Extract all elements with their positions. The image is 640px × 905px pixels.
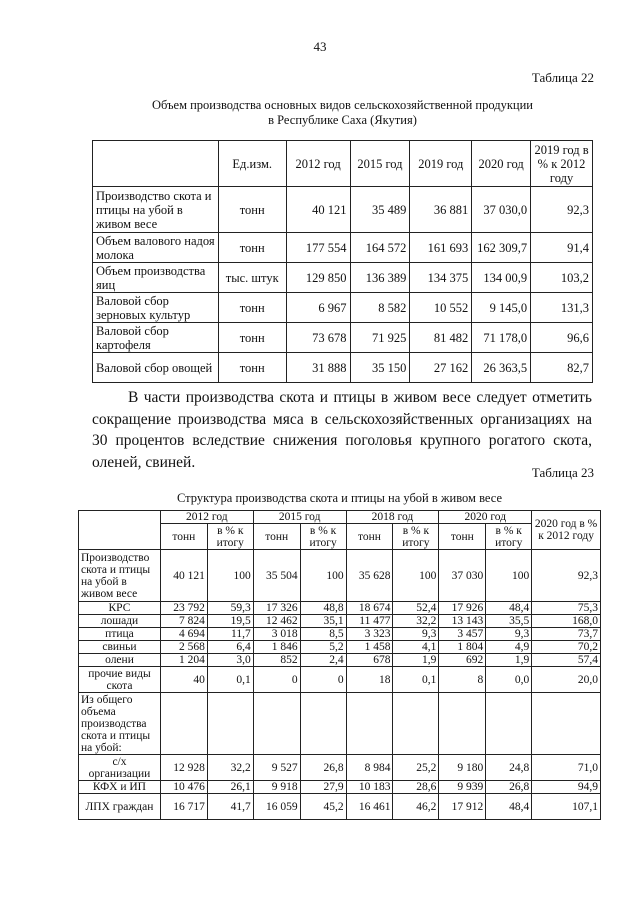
production-table-body [93,141,593,383]
table23-cell: 26,8 [486,781,532,794]
table23-cell: 18 [346,667,393,693]
table23-cell: 35,1 [300,615,346,628]
table22-cell: 10 552 [410,293,472,323]
table23-subheader-cell: в % к итогу [393,524,439,550]
table23-row-label: КФХ и ИП [79,781,161,794]
table23-subheader-cell: тонн [346,524,393,550]
table22-cell: тонн [218,233,286,263]
paragraph-text: В части производства скота и птицы в живом весе следует отметить сокращение производства мяса в сельскохозяйственных организациях на 30 процентов вследствие снижения поголовья крупного рогатого скота, оленей, свиней. [92,389,592,471]
table22-label: Таблица 22 [531,70,594,85]
table23-cell [486,693,532,755]
table22-row [93,323,593,353]
table22-cell: тыс. штук [218,263,286,293]
table23-cell: 100 [486,550,532,602]
production-table [92,140,593,383]
table23-cell: 9,3 [486,628,532,641]
table23-cell: 0,1 [207,667,253,693]
table23-cell: 92,3 [532,550,601,602]
table23-cell: 3 018 [253,628,300,641]
table23-cell [160,693,207,755]
table22-cell: 134 375 [410,263,472,293]
table22-cell: 82,7 [531,353,593,383]
table23-cell: 40 [160,667,207,693]
table22-cell: 40 121 [286,187,350,233]
table22-cell: 81 482 [410,323,472,353]
table23-cell: 27,9 [300,781,346,794]
table23-title: Структура производства скота и птицы на убой в живом весе [176,491,503,505]
table23-cell: 26,8 [300,755,346,781]
table22-header-cell: Ед.изм. [218,141,286,187]
table23-cell: 100 [393,550,439,602]
table23-row [79,693,601,755]
table23-cell: 10 476 [160,781,207,794]
table23-cell: 26,1 [207,781,253,794]
table22-cell: 129 850 [286,263,350,293]
table22-row [93,263,593,293]
table23-cell: 4 694 [160,628,207,641]
table23-row-label: КРС [79,602,161,615]
table23-cell: 1 458 [346,641,393,654]
table22-header-cell: 2020 год [472,141,531,187]
body-paragraph [92,387,592,473]
table23-cell [346,693,393,755]
table23-cell: 75,3 [532,602,601,615]
table23-subheader-cell: тонн [160,524,207,550]
table23-corner-cell [79,511,161,550]
table23-row-label: птица [79,628,161,641]
table22-cell: 37 030,0 [472,187,531,233]
table22-cell: 177 554 [286,233,350,263]
table22-header-row [93,141,593,187]
table23-cell: 40 121 [160,550,207,602]
table23-cell: 1 846 [253,641,300,654]
table23-cell: 57,4 [532,654,601,667]
table23-cell: 17 926 [439,602,486,615]
table22-header-cell: 2015 год [350,141,410,187]
table23-cell: 3 323 [346,628,393,641]
table22-title-line1: Объем производства основных видов сельскохозяйственной продукции [152,98,533,112]
table23-cell [393,693,439,755]
table23-cell: 16 059 [253,794,300,820]
table22-cell: 35 489 [350,187,410,233]
table23-year-header: 2015 год [253,511,346,524]
table23-cell: 1 804 [439,641,486,654]
table23-cell: 16 461 [346,794,393,820]
table23-row [79,615,601,628]
table23-cell: 0,0 [486,667,532,693]
table23-cell: 6,4 [207,641,253,654]
table23-cell: 692 [439,654,486,667]
table23-subheader-cell: в % к итогу [207,524,253,550]
table22-cell: 35 150 [350,353,410,383]
table23-row [79,628,601,641]
table23-cell: 28,6 [393,781,439,794]
table23-cell [300,693,346,755]
table22-row-label: Валовой сбор овощей [93,353,219,383]
livestock-structure-body [79,511,601,820]
table23-cell: 24,8 [486,755,532,781]
table23-cell: 70,2 [532,641,601,654]
table23-cell: 107,1 [532,794,601,820]
table23-cell: 9 918 [253,781,300,794]
table22-cell: 103,2 [531,263,593,293]
table22-header-cell [93,141,219,187]
table22-row-label: Валовой сбор картофеля [93,323,219,353]
table23-cell: 4,9 [486,641,532,654]
table22-cell: 164 572 [350,233,410,263]
table23-subheader-cell: тонн [253,524,300,550]
table23-row-label: прочие виды скота [79,667,161,693]
table22-cell: 136 389 [350,263,410,293]
table23-cell: 678 [346,654,393,667]
table23-cell: 41,7 [207,794,253,820]
table23-cell: 1 204 [160,654,207,667]
table23-cell [439,693,486,755]
table23-row-label: Производство скота и птицы на убой в живом весе [79,550,161,602]
table23-cell: 12 928 [160,755,207,781]
table23-year-row [79,511,601,524]
table23-cell: 0 [300,667,346,693]
table23-cell: 45,2 [300,794,346,820]
table23-cell: 100 [207,550,253,602]
table23-row-label: Из общего объема производства скота и птицы на убой: [79,693,161,755]
table22-cell: 96,6 [531,323,593,353]
table23-year-header: 2018 год [346,511,439,524]
table23-row [79,781,601,794]
table23-row [79,602,601,615]
table23-row-label: с/х организации [79,755,161,781]
table23-cell: 0,1 [393,667,439,693]
table23-cell: 5,2 [300,641,346,654]
livestock-structure-table [78,510,601,820]
table23-cell: 35 504 [253,550,300,602]
table22-cell: 162 309,7 [472,233,531,263]
table22-row [93,293,593,323]
table23-subheader-cell: в % к итогу [300,524,346,550]
table22-cell: 8 582 [350,293,410,323]
table23-cell: 852 [253,654,300,667]
table23-row-label: свиньи [79,641,161,654]
table22-row-label: Объем валового надоя молока [93,233,219,263]
table22-cell: 92,3 [531,187,593,233]
table22-title [92,98,593,128]
table23-row-label: лошади [79,615,161,628]
table23-cell: 10 183 [346,781,393,794]
table23-cell [207,693,253,755]
table22-header-cell: 2019 год [410,141,472,187]
table23-cell [532,693,601,755]
table23-cell: 3 457 [439,628,486,641]
table23-cell: 35 628 [346,550,393,602]
table23-cell: 48,4 [486,602,532,615]
table23-cell: 9,3 [393,628,439,641]
table23-cell: 8 [439,667,486,693]
table23-cell: 9 527 [253,755,300,781]
table23-label: Таблица 23 [531,465,594,480]
table22-cell: 9 145,0 [472,293,531,323]
table23-cell [253,693,300,755]
table23-cell: 9 939 [439,781,486,794]
table22-title-line2: в Республике Саха (Якутия) [268,113,417,127]
table22-header-cell: 2012 год [286,141,350,187]
table23-cell: 32,2 [207,755,253,781]
page-number: 43 [313,39,327,54]
table23-cell: 2,4 [300,654,346,667]
table23-cell: 7 824 [160,615,207,628]
table23-cell: 0 [253,667,300,693]
table22-cell: 27 162 [410,353,472,383]
table23-row-label: олени [79,654,161,667]
table23-cell: 18 674 [346,602,393,615]
table23-cell: 9 180 [439,755,486,781]
table23-row-label: ЛПХ граждан [79,794,161,820]
table23-cell: 37 030 [439,550,486,602]
table23-year-header: 2020 год [439,511,532,524]
table23-cell: 1,9 [393,654,439,667]
table23-cell: 35,5 [486,615,532,628]
table22-cell: 161 693 [410,233,472,263]
table23-cell: 94,9 [532,781,601,794]
table22-cell: 71 178,0 [472,323,531,353]
table23-cell: 17 326 [253,602,300,615]
table22-cell: 31 888 [286,353,350,383]
table23-cell: 168,0 [532,615,601,628]
table23-row [79,654,601,667]
table23-row [79,667,601,693]
table22-row-label: Производство скота и птицы на убой в живом весе [93,187,219,233]
table22-row [93,353,593,383]
table23-subheader-cell: в % к итогу [486,524,532,550]
table23-cell: 32,2 [393,615,439,628]
table23-subheader-cell: тонн [439,524,486,550]
table23-cell: 73,7 [532,628,601,641]
table23-cell: 16 717 [160,794,207,820]
table22-cell: тонн [218,353,286,383]
table23-cell: 3,0 [207,654,253,667]
table23-cell: 8 984 [346,755,393,781]
table23-cell: 20,0 [532,667,601,693]
table23-cell: 100 [300,550,346,602]
table22-cell: 71 925 [350,323,410,353]
table22-cell: 73 678 [286,323,350,353]
table22-cell: 131,3 [531,293,593,323]
table23-cell: 48,8 [300,602,346,615]
table22-cell: 26 363,5 [472,353,531,383]
table23-cell: 48,4 [486,794,532,820]
table22-row [93,187,593,233]
table23-year-header: 2020 год в % к 2012 году [532,511,601,550]
table23-cell: 17 912 [439,794,486,820]
table23-row [79,641,601,654]
table22-cell: 91,4 [531,233,593,263]
table22-cell: 134 00,9 [472,263,531,293]
table22-cell: тонн [218,293,286,323]
table23-cell: 13 143 [439,615,486,628]
table22-row-label: Объем производства яиц [93,263,219,293]
table23-cell: 1,9 [486,654,532,667]
table23-cell: 11,7 [207,628,253,641]
table22-row-label: Валовой сбор зерновых культур [93,293,219,323]
table23-cell: 25,2 [393,755,439,781]
table23-row [79,755,601,781]
table23-cell: 23 792 [160,602,207,615]
table23-cell: 52,4 [393,602,439,615]
table22-cell: тонн [218,187,286,233]
table23-cell: 59,3 [207,602,253,615]
table23-year-header: 2012 год [160,511,253,524]
table23-cell: 2 568 [160,641,207,654]
table23-cell: 19,5 [207,615,253,628]
table22-header-cell: 2019 год в % к 2012 году [531,141,593,187]
table22-row [93,233,593,263]
table23-cell: 8,5 [300,628,346,641]
table23-row [79,794,601,820]
table23-cell: 11 477 [346,615,393,628]
table23-cell: 71,0 [532,755,601,781]
table22-cell: 6 967 [286,293,350,323]
table23-row [79,550,601,602]
table22-cell: тонн [218,323,286,353]
table23-cell: 12 462 [253,615,300,628]
table23-cell: 46,2 [393,794,439,820]
table23-cell: 4,1 [393,641,439,654]
table22-cell: 36 881 [410,187,472,233]
